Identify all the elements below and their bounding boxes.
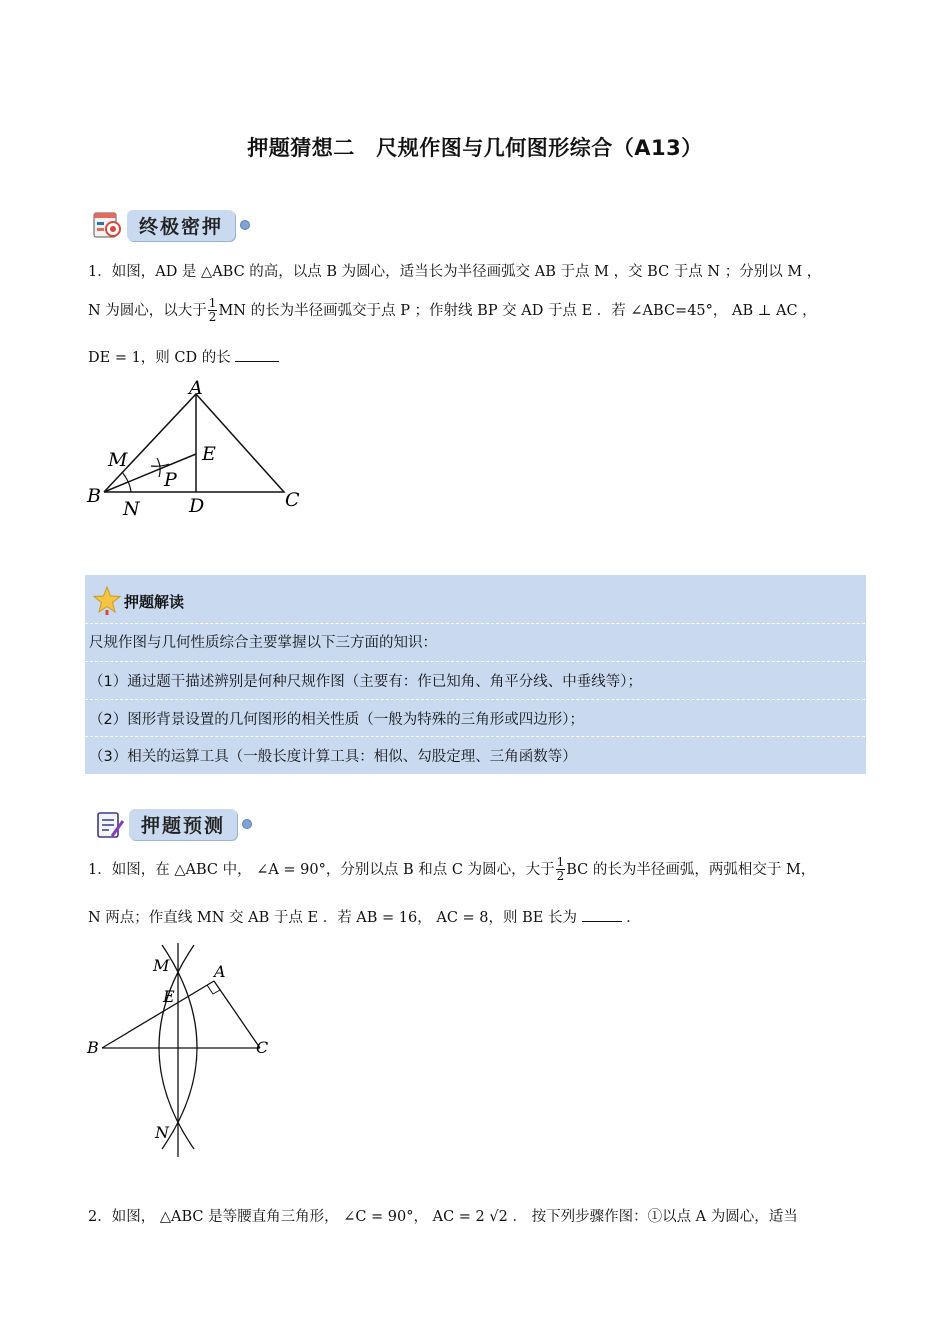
problem-text: N 两点；作直线 MN 交 AB 于点 E ．若 AB = 16， AC = 8，则 BE 长为	[88, 910, 577, 926]
problem-text: 1．如图，在 △ABC 中， ∠A = 90°，分别以点 B 和点 C 为圆心，大于	[88, 861, 555, 878]
section-label: 押题预测	[129, 809, 237, 840]
answer-blank	[582, 907, 622, 922]
fraction-denominator: 2	[208, 310, 217, 324]
fraction	[556, 856, 566, 883]
label-a: A	[214, 962, 226, 981]
problem-line	[88, 856, 815, 883]
problem-text: ．	[626, 910, 641, 926]
label-m: M	[108, 449, 128, 471]
label-a: A	[189, 377, 203, 399]
interpretation-title: 押题解读	[124, 592, 185, 611]
label-p: P	[164, 469, 177, 491]
problem-text: MN 的长为半径画弧交于点 P ；作射线 BP 交 AD 于点 E ．若 ∠ABC=45°， AB ⊥ AC ，	[218, 302, 817, 319]
label-b: B	[87, 485, 101, 507]
interpretation-item: （1）通过题干描述辨别是何种尺规作图（主要有：作已知角、角平分线、中垂线等）；	[85, 661, 870, 691]
badge-dot	[242, 819, 252, 829]
problem-line: 2．如图， △ABC 是等腰直角三角形， ∠C = 90°， AC = 2 √2 ． 按下列步骤作图：①以点 A 为圆心，适当	[88, 1209, 798, 1225]
geometry-figure-2	[84, 935, 284, 1160]
answer-blank	[235, 347, 279, 362]
arc-from-c	[159, 945, 194, 1149]
arc-from-b	[162, 945, 197, 1149]
badge-dot	[240, 220, 250, 230]
label-n: N	[123, 498, 140, 520]
segment-ac	[214, 981, 260, 1048]
label-d: D	[189, 495, 205, 517]
interpretation-panel	[85, 575, 866, 774]
interpretation-intro: 尺规作图与几何性质综合主要掌握以下三方面的知识：	[85, 623, 870, 652]
star-icon	[93, 586, 121, 616]
problem-text: BC 的长为半径画弧，两弧相交于 M，	[566, 861, 816, 878]
problem-line	[88, 347, 279, 368]
label-e: E	[163, 987, 175, 1006]
interpretation-item: （2）图形背景设置的几何图形的相关性质（一般为特殊的三角形或四边形）；	[85, 699, 870, 729]
interpretation-header	[93, 586, 874, 616]
problem-text: N 为圆心，以大于	[88, 302, 207, 319]
problem-line: 1．如图，AD 是 △ABC 的高，以点 B 为圆心，适当长为半径画弧交 AB 于点 M ，交 BC 于点 N ；分别以 M ，	[88, 264, 822, 280]
target-icon	[93, 210, 123, 240]
problem-text: DE = 1，则 CD 的长	[88, 350, 231, 366]
triangle-abc	[104, 394, 284, 492]
label-e: E	[202, 443, 216, 465]
section-label: 终极密押	[127, 210, 235, 241]
fraction-numerator: 1	[556, 855, 565, 869]
label-b: B	[87, 1038, 99, 1057]
label-n: N	[155, 1123, 169, 1142]
problem-line	[88, 297, 817, 324]
interpretation-item: （3）相关的运算工具（一般长度计算工具：相似、勾股定理、三角函数等）	[85, 736, 870, 766]
notebook-icon	[95, 809, 125, 839]
label-m: M	[153, 956, 170, 975]
fraction-denominator: 2	[556, 869, 565, 883]
section-badge-predict	[95, 806, 252, 842]
problem-line	[88, 907, 641, 928]
arc-p1	[157, 458, 160, 477]
page-title: 押题猜想二 尺规作图与几何图形综合（A13）	[247, 136, 703, 160]
label-c: C	[256, 1038, 269, 1057]
section-badge-final	[93, 207, 250, 243]
fraction	[208, 297, 218, 324]
geometry-figure-1	[80, 375, 315, 520]
label-c: C	[285, 489, 300, 511]
fraction-numerator: 1	[208, 296, 217, 310]
